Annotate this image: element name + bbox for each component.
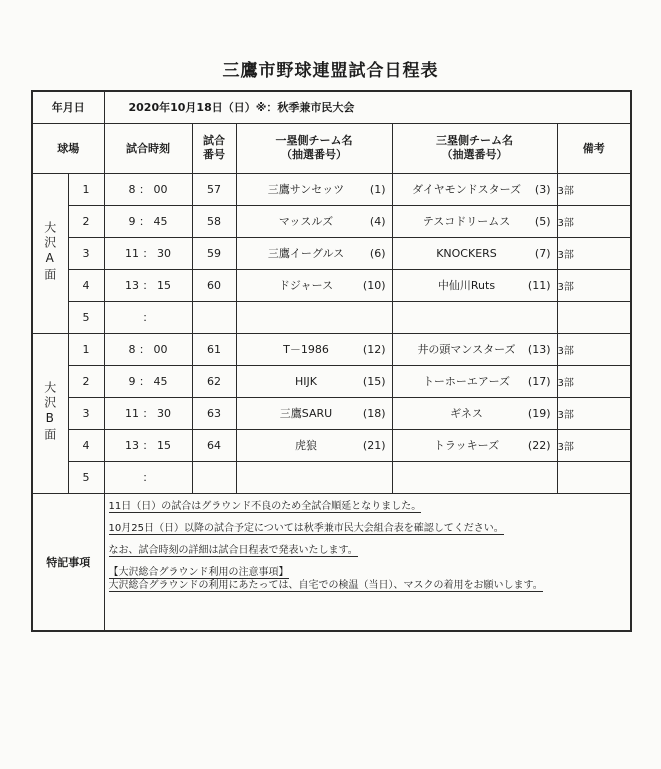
third-base-team xyxy=(392,365,557,397)
game-number xyxy=(192,461,236,493)
remarks-content xyxy=(104,493,631,631)
match-time: 8 ： 00 xyxy=(104,173,192,205)
header-row xyxy=(32,123,631,173)
game-number xyxy=(192,301,236,333)
note-cell: 3部 xyxy=(557,333,631,365)
draw-number: (22) xyxy=(527,438,551,452)
first-base-team xyxy=(236,301,392,333)
third-base-team xyxy=(392,269,557,301)
match-time: 9 ： 45 xyxy=(104,365,192,397)
team-name: KNOCKERS xyxy=(436,246,497,260)
date-label: 年月日 xyxy=(32,91,104,123)
table-row xyxy=(32,205,631,237)
third-base-team xyxy=(392,397,557,429)
header-time: 試合時刻 xyxy=(104,123,192,173)
slot-number: 3 xyxy=(68,237,104,269)
slot-number: 1 xyxy=(68,333,104,365)
game-number: 57 xyxy=(192,173,236,205)
match-time: ： xyxy=(104,301,192,333)
first-base-team xyxy=(236,333,392,365)
draw-number: (15) xyxy=(362,374,386,388)
draw-number: (6) xyxy=(369,246,386,260)
match-time: 9 ： 45 xyxy=(104,205,192,237)
team-name: ギネス xyxy=(450,407,483,420)
third-base-team xyxy=(392,333,557,365)
remark-line xyxy=(109,500,631,513)
draw-number: (12) xyxy=(362,342,386,356)
third-base-team xyxy=(392,205,557,237)
venue-a-cell xyxy=(32,173,68,333)
game-number: 60 xyxy=(192,269,236,301)
header-notes: 備考 xyxy=(557,123,631,173)
match-time: 13 ： 15 xyxy=(104,269,192,301)
first-base-team xyxy=(236,205,392,237)
header-game-number-line1: 試合 xyxy=(203,134,225,147)
draw-number: (21) xyxy=(362,438,386,452)
remark-line xyxy=(109,566,631,579)
remarks-label: 特記事項 xyxy=(32,493,104,631)
match-time: 13 ： 15 xyxy=(104,429,192,461)
team-name: HIJK xyxy=(295,374,317,388)
game-number: 59 xyxy=(192,237,236,269)
slot-number: 5 xyxy=(68,461,104,493)
header-first-base xyxy=(236,123,392,173)
note-cell: 3部 xyxy=(557,429,631,461)
table-row xyxy=(32,301,631,333)
note-cell: 3部 xyxy=(557,397,631,429)
schedule-table xyxy=(31,90,632,632)
remark-text: 10月25日（日）以降の試合予定については秋季兼市民大会組合表を確認してください。 xyxy=(108,522,504,534)
draw-number: (4) xyxy=(369,214,386,228)
third-base-team xyxy=(392,173,557,205)
table-row xyxy=(32,237,631,269)
draw-number: (13) xyxy=(527,342,551,356)
remark-text: 大沢総合グラウンドの利用にあたっては、自宅での検温（当日）、マスクの着用をお願いします。 xyxy=(108,579,543,591)
remark-line xyxy=(109,544,631,557)
match-time: ： xyxy=(104,461,192,493)
remark-line xyxy=(109,579,631,592)
header-third-base-line2: （抽選番号） xyxy=(441,148,508,161)
note-cell xyxy=(557,301,631,333)
team-name: 三鷹SARU xyxy=(279,407,333,420)
slot-number: 1 xyxy=(68,173,104,205)
date-value: 2020年10月18日（日）※：秋季兼市民大会 xyxy=(104,91,631,123)
draw-number: (11) xyxy=(527,278,551,292)
table-row xyxy=(32,173,631,205)
table-row xyxy=(32,429,631,461)
game-number: 64 xyxy=(192,429,236,461)
first-base-team xyxy=(236,365,392,397)
team-name: マッスルズ xyxy=(278,215,334,228)
game-number: 63 xyxy=(192,397,236,429)
remark-text: なお、試合時刻の詳細は試合日程表で発表いたします。 xyxy=(108,544,358,556)
draw-number: (18) xyxy=(362,406,386,420)
draw-number: (5) xyxy=(534,214,551,228)
team-name: ドジャース xyxy=(278,279,334,292)
team-name: T－1986 xyxy=(283,343,329,356)
draw-number: (7) xyxy=(534,246,551,260)
slot-number: 2 xyxy=(68,365,104,397)
slot-number: 5 xyxy=(68,301,104,333)
draw-number: (3) xyxy=(534,182,551,196)
remarks-row xyxy=(32,493,631,631)
draw-number: (10) xyxy=(362,278,386,292)
game-number: 62 xyxy=(192,365,236,397)
page-title: 三鷹市野球連盟試合日程表 xyxy=(222,61,439,81)
header-third-base-line1: 三塁側チーム名 xyxy=(436,134,513,147)
header-field: 球場 xyxy=(32,123,104,173)
venue-name: 大沢B面 xyxy=(42,380,57,443)
first-base-team xyxy=(236,397,392,429)
slot-number: 3 xyxy=(68,397,104,429)
first-base-team xyxy=(236,461,392,493)
slot-number: 4 xyxy=(68,429,104,461)
slot-number: 4 xyxy=(68,269,104,301)
note-cell: 3部 xyxy=(557,269,631,301)
note-cell: 3部 xyxy=(557,237,631,269)
team-name: テスコドリームス xyxy=(422,215,511,228)
team-name: 三鷹イーグルス xyxy=(267,247,345,260)
draw-number: (1) xyxy=(369,182,386,196)
third-base-team xyxy=(392,237,557,269)
match-time: 11 ： 30 xyxy=(104,397,192,429)
header-game-number-line2: 番号 xyxy=(203,148,225,161)
third-base-team xyxy=(392,429,557,461)
header-first-base-line2: （抽選番号） xyxy=(281,148,347,161)
team-name: ダイヤモンドスターズ xyxy=(411,183,522,196)
table-row xyxy=(32,461,631,493)
team-name: トーホーエアーズ xyxy=(422,375,511,388)
table-row xyxy=(32,365,631,397)
remark-text: 11日（日）の試合はグラウンド不良のため全試合順延となりました。 xyxy=(108,500,422,512)
team-name: トラッキーズ xyxy=(433,439,500,452)
team-name: 三鷹サンセッツ xyxy=(267,183,345,196)
team-name: 虎狼 xyxy=(295,439,317,452)
third-base-team xyxy=(392,461,557,493)
venue-name: 大沢A面 xyxy=(42,220,57,283)
table-row xyxy=(32,269,631,301)
header-third-base xyxy=(392,123,557,173)
remark-text: 【大沢総合グラウンド利用の注意事項】 xyxy=(108,566,289,578)
match-time: 8 ： 00 xyxy=(104,333,192,365)
first-base-team xyxy=(236,173,392,205)
third-base-team xyxy=(392,301,557,333)
table-row xyxy=(32,333,631,365)
header-first-base-line1: 一塁側チーム名 xyxy=(275,134,353,147)
team-name: 中仙川Ruts xyxy=(437,279,496,292)
note-cell: 3部 xyxy=(557,205,631,237)
venue-b-cell xyxy=(32,333,68,493)
note-cell: 3部 xyxy=(557,173,631,205)
note-cell: 3部 xyxy=(557,365,631,397)
game-number: 58 xyxy=(192,205,236,237)
match-time: 11 ： 30 xyxy=(104,237,192,269)
draw-number: (19) xyxy=(527,406,551,420)
table-row xyxy=(32,397,631,429)
team-name: 井の頭マンスターズ xyxy=(417,343,516,356)
first-base-team xyxy=(236,429,392,461)
remark-line xyxy=(109,522,631,535)
header-game-number xyxy=(192,123,236,173)
date-row xyxy=(32,91,631,123)
slot-number: 2 xyxy=(68,205,104,237)
game-number: 61 xyxy=(192,333,236,365)
note-cell xyxy=(557,461,631,493)
first-base-team xyxy=(236,237,392,269)
draw-number: (17) xyxy=(527,374,551,388)
first-base-team xyxy=(236,269,392,301)
